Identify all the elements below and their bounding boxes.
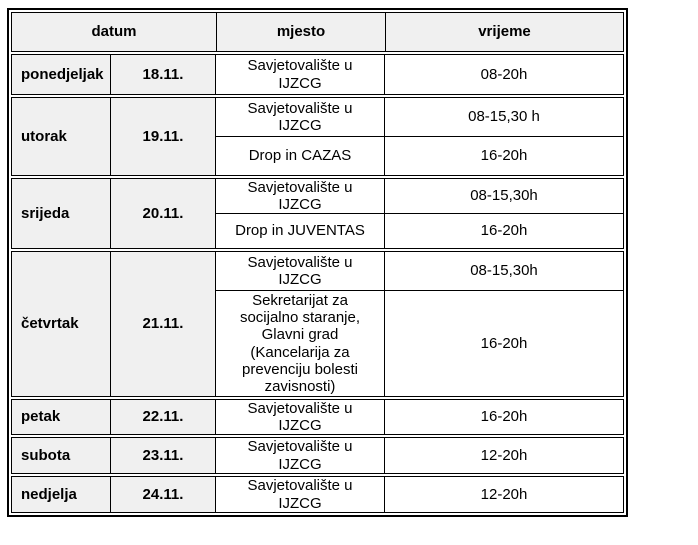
slot: [216, 55, 623, 94]
day-cell: četvrtak: [12, 252, 111, 396]
table-row-ponedjeljak: [11, 54, 624, 95]
time-cell: 08-15,30h: [470, 262, 538, 280]
table-row-petak: [11, 399, 624, 435]
time-cell: 08-15,30 h: [468, 108, 540, 126]
time-cell: 08-20h: [480, 65, 528, 83]
slot: [216, 400, 623, 434]
slots: [216, 477, 623, 512]
header-mjesto: mjesto: [217, 13, 386, 51]
day-cell: srijeda: [12, 179, 111, 248]
slot: [216, 213, 623, 248]
day-cell: utorak: [12, 98, 111, 175]
table-row-subota: [11, 437, 624, 474]
time-cell: 12-20h: [480, 485, 528, 503]
header-vrijeme: vrijeme: [386, 13, 623, 51]
day-cell: nedjelja: [12, 477, 111, 512]
place-cell: Savjetovalište u IJZCG: [216, 400, 385, 434]
slots: [216, 438, 623, 473]
date-cell: 23.11.: [111, 438, 216, 473]
day-cell: ponedjeljak: [12, 55, 111, 94]
table-row-cetvrtak: [11, 251, 624, 397]
date-cell: 21.11.: [111, 252, 216, 396]
place-cell: Savjetovalište u IJZCG: [216, 252, 385, 290]
slots: [216, 400, 623, 434]
slot: [216, 438, 623, 473]
date-cell: 19.11.: [111, 98, 216, 175]
place-cell: Drop in CAZAS: [216, 137, 385, 175]
place-cell: Savjetovalište u IJZCG: [216, 98, 385, 136]
table-header-row: [11, 12, 624, 52]
date-cell: 18.11.: [111, 55, 216, 94]
place-cell: Sekretarijat za socijalno staranje, Glavni grad (Kancelarija za prevenciju bolesti zavisnosti): [216, 291, 385, 396]
place-cell: Savjetovalište u IJZCG: [216, 55, 385, 94]
header-datum: datum: [12, 13, 217, 51]
place-cell: Drop in JUVENTAS: [216, 214, 385, 248]
table-row-utorak: [11, 97, 624, 176]
slot: [216, 136, 623, 175]
place-cell: Savjetovalište u IJZCG: [216, 477, 385, 512]
place-cell: Savjetovalište u IJZCG: [216, 179, 385, 213]
date-cell: 20.11.: [111, 179, 216, 248]
schedule-table: [7, 8, 628, 517]
slots: [216, 98, 623, 175]
time-cell: 12-20h: [480, 446, 528, 464]
slots: [216, 179, 623, 248]
time-cell: 16-20h: [480, 334, 528, 352]
slot: [216, 252, 623, 290]
date-cell: 24.11.: [111, 477, 216, 512]
slot: [216, 179, 623, 213]
time-cell: 16-20h: [480, 147, 528, 165]
slots: [216, 55, 623, 94]
slots: [216, 252, 623, 396]
day-cell: petak: [12, 400, 111, 434]
time-cell: 08-15,30h: [470, 187, 538, 205]
day-cell: subota: [12, 438, 111, 473]
date-cell: 22.11.: [111, 400, 216, 434]
slot: [216, 477, 623, 512]
place-cell: Savjetovalište u IJZCG: [216, 438, 385, 473]
table-row-srijeda: [11, 178, 624, 249]
slot: [216, 290, 623, 396]
time-cell: 16-20h: [480, 408, 528, 426]
slot: [216, 98, 623, 136]
time-cell: 16-20h: [480, 222, 528, 240]
table-row-nedjelja: [11, 476, 624, 513]
